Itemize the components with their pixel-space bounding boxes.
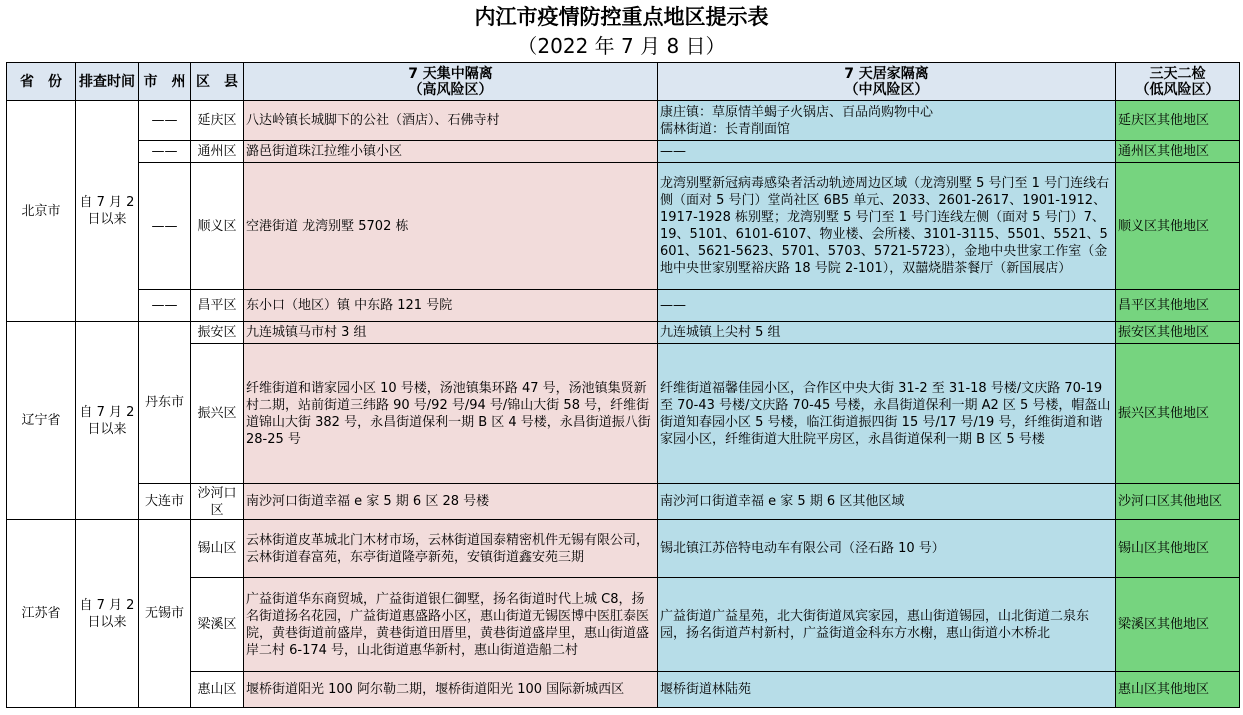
mid-risk-cell: 广益街道广益星苑，北大街街道凤宾家园，惠山街道锡园，山北街道二泉东园，扬名街道芦村新村，广益街道金科东方水榭，惠山街道小木桥北	[658, 578, 1116, 672]
low-risk-cell: 昌平区其他地区	[1116, 290, 1240, 322]
county-cell: 梁溪区	[191, 578, 244, 672]
county-cell: 惠山区	[191, 672, 244, 708]
low-risk-cell: 通州区其他地区	[1116, 141, 1240, 163]
low-risk-cell: 振安区其他地区	[1116, 322, 1240, 344]
table-row	[7, 520, 1240, 578]
city-cell: ——	[139, 101, 191, 141]
header-low-risk: 三天二检 （低风险区）	[1116, 63, 1240, 101]
time-cell: 自 7 月 2 日以来	[76, 101, 139, 322]
province-cell: 辽宁省	[7, 322, 76, 520]
time-cell: 自 7 月 2 日以来	[76, 520, 139, 708]
header-mid-risk: 7 天居家隔离 （中风险区）	[658, 63, 1116, 101]
high-risk-cell: 东小口（地区）镇 中东路 121 号院	[244, 290, 658, 322]
table-row	[7, 101, 1240, 141]
page-subtitle: （2022 年 7 月 8 日）	[517, 34, 726, 58]
table-header-row	[7, 63, 1240, 101]
header-high-risk: 7 天集中隔离 （高风险区）	[244, 63, 658, 101]
low-risk-cell: 延庆区其他地区	[1116, 101, 1240, 141]
mid-risk-cell: 纤维街道福馨佳园小区，合作区中央大街 31-2 至 31-18 号楼/文庆路 70-19 至 70-43 号楼/文庆路 70-45 号楼，永昌街道保利一期 A2 区 5 号楼，帽盔山街道知春园小区 5 号楼，临江街道振四街 15 号/17 号/19 号，纤维街道和谐家园小区，纤维街道大肚院平房区，永昌街道保利一期 B 区 5 号楼	[658, 344, 1116, 484]
header-county: 区 县	[191, 63, 244, 101]
high-risk-cell: 纤维街道和谐家园小区 10 号楼，汤池镇集环路 47 号，汤池镇集贤新村二期，站前街道三纬路 90 号/92 号/94 号/锦山大街 58 号，纤维街道锦山大街 382 号，永昌街道保利一期 B 区 4 号楼，永昌街道振八街 28-25 号	[244, 344, 658, 484]
table-row	[7, 290, 1240, 322]
city-cell: ——	[139, 163, 191, 290]
risk-area-table	[6, 62, 1240, 708]
county-cell: 顺义区	[191, 163, 244, 290]
page-title: 内江市疫情防控重点地区提示表	[474, 5, 769, 29]
county-cell: 昌平区	[191, 290, 244, 322]
mid-risk-cell: 南沙河口街道幸福 e 家 5 期 6 区其他区域	[658, 484, 1116, 520]
county-cell: 振安区	[191, 322, 244, 344]
table-row	[7, 344, 1240, 484]
table-row	[7, 141, 1240, 163]
high-risk-cell: 堰桥街道阳光 100 阿尔勒二期，堰桥街道阳光 100 国际新城西区	[244, 672, 658, 708]
header-province: 省 份	[7, 63, 76, 101]
high-risk-cell: 八达岭镇长城脚下的公社（酒店）、石佛寺村	[244, 101, 658, 141]
high-risk-cell: 九连城镇马市村 3 组	[244, 322, 658, 344]
mid-risk-cell: ——	[658, 290, 1116, 322]
city-cell: 无锡市	[139, 520, 191, 708]
province-cell: 北京市	[7, 101, 76, 322]
county-cell: 沙河口区	[191, 484, 244, 520]
county-cell: 延庆区	[191, 101, 244, 141]
table-row	[7, 163, 1240, 290]
table-row	[7, 484, 1240, 520]
table-row	[7, 578, 1240, 672]
city-cell: ——	[139, 290, 191, 322]
city-cell: 丹东市	[139, 322, 191, 484]
mid-risk-cell: 堰桥街道林陆苑	[658, 672, 1116, 708]
low-risk-cell: 惠山区其他地区	[1116, 672, 1240, 708]
high-risk-cell: 潞邑街道珠江拉维小镇小区	[244, 141, 658, 163]
low-risk-cell: 沙河口区其他地区	[1116, 484, 1240, 520]
header-time: 排查时间	[76, 63, 139, 101]
table-row	[7, 322, 1240, 344]
county-cell: 通州区	[191, 141, 244, 163]
high-risk-cell: 南沙河口街道幸福 e 家 5 期 6 区 28 号楼	[244, 484, 658, 520]
time-cell: 自 7 月 2 日以来	[76, 322, 139, 520]
low-risk-cell: 锡山区其他地区	[1116, 520, 1240, 578]
mid-risk-cell: 九连城镇上尖村 5 组	[658, 322, 1116, 344]
high-risk-cell: 空港街道 龙湾别墅 5702 栋	[244, 163, 658, 290]
header-city: 市 州	[139, 63, 191, 101]
county-cell: 振兴区	[191, 344, 244, 484]
table-row	[7, 672, 1240, 708]
mid-risk-cell: 锡北镇江苏倍特电动车有限公司（泾石路 10 号）	[658, 520, 1116, 578]
city-cell: ——	[139, 141, 191, 163]
city-cell: 大连市	[139, 484, 191, 520]
mid-risk-cell: ——	[658, 141, 1116, 163]
mid-risk-cell: 康庄镇：草原情羊蝎子火锅店、百品尚购物中心 儒林街道：长青削面馆	[658, 101, 1116, 141]
province-cell: 江苏省	[7, 520, 76, 708]
low-risk-cell: 梁溪区其他地区	[1116, 578, 1240, 672]
high-risk-cell: 广益街道华东商贸城，广益街道银仁御墅，扬名街道时代上城 C8，扬名街道扬名花园，广益街道惠盛路小区，惠山街道无锡医博中医肛泰医院，黄巷街道前盛岸，黄巷街道田厝里，黄巷街道盛岸里，惠山街道盛岸二村 6-174 号，山北街道惠华新村，惠山街道造船二村	[244, 578, 658, 672]
mid-risk-cell: 龙湾别墅新冠病毒感染者活动轨迹周边区域（龙湾别墅 5 号门至 1 号门连线右侧（面对 5 号门）堂尚社区 6B5 单元、2033、2601-2617、1901-1912、1917-1928 栋别墅；龙湾别墅 5 号门至 1 号门连线左侧（面对 5 号门）7、19、5101、6101-6107、物业楼、会所楼、3101-3115、5501、5521、5601、5621-5623、5701、5703、5721-5723），金地中央世家工作室（金地中央世家别墅裕庆路 18 号院 2-101），双囍烧腊茶餐厅（新国展店）	[658, 163, 1116, 290]
high-risk-cell: 云林街道皮革城北门木材市场，云林街道国泰精密机件无锡有限公司，云林街道春富苑，东亭街道隆亭新苑，安镇街道鑫安苑三期	[244, 520, 658, 578]
county-cell: 锡山区	[191, 520, 244, 578]
low-risk-cell: 振兴区其他地区	[1116, 344, 1240, 484]
low-risk-cell: 顺义区其他地区	[1116, 163, 1240, 290]
